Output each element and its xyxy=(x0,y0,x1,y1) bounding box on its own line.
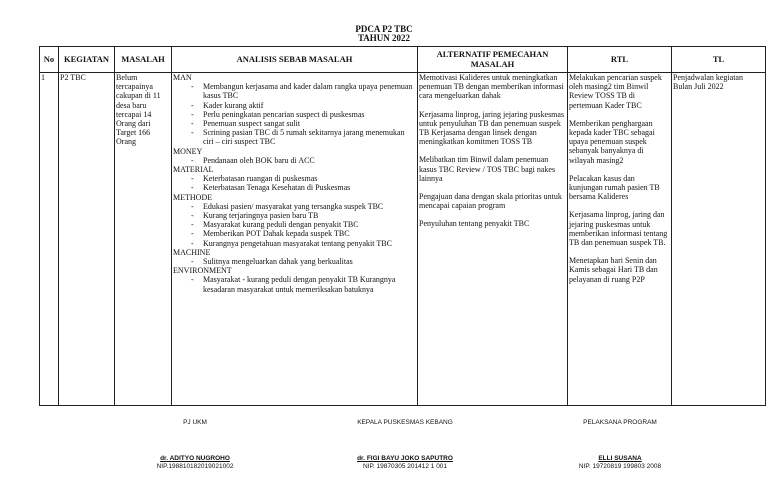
signature-nip: NIP.198810182019021002 xyxy=(156,463,234,470)
dash-bullet-icon: - xyxy=(191,220,194,230)
dash-bullet-icon: - xyxy=(191,275,194,285)
dash-bullet-icon: - xyxy=(191,109,194,119)
cell-tl: Penjadwalan kegiatan Bulan Juli 2022 xyxy=(672,73,766,406)
analisis-item xyxy=(173,275,416,293)
analisis-item-text: Kurangnya pengetahuan masyarakat tentang penyakit TBC xyxy=(203,238,392,248)
document-title: PDCA P2 TBC xyxy=(355,24,413,34)
analisis-category-heading: MACHINE xyxy=(173,247,211,257)
dash-bullet-icon: - xyxy=(191,201,194,211)
signature-kepala-puskesmas xyxy=(320,419,490,471)
cell-no: 1 xyxy=(40,73,59,406)
col-header-tl: TL xyxy=(672,47,766,73)
alternatif-paragraph: Kerjasama linprog, jaring jejaring puskesmas untuk penyuluhan TB dan penemuan suspek TB Kerjasama dengan linsek dengan meningkatkan komitmen TOSS TB xyxy=(419,109,565,147)
col-header-kegiatan: KEGIATAN xyxy=(59,47,115,73)
analisis-item-text: Penemuan suspect sangat sulit xyxy=(203,119,301,129)
analisis-item xyxy=(173,211,416,220)
analisis-item-text: Kurang terjaringnya pasien baru TB xyxy=(203,211,319,221)
col-header-rtl: RTL xyxy=(568,47,672,73)
dash-bullet-icon: - xyxy=(191,183,194,193)
alternatif-paragraph: Penyuluhan tentang penyakit TBC xyxy=(419,219,530,229)
dash-bullet-icon: - xyxy=(191,155,194,165)
analisis-item-text: Perlu peningkatan pencarian suspect di puskesmas xyxy=(203,109,365,119)
signature-role: KEPALA PUSKESMAS KEBANG xyxy=(357,419,453,426)
col-header-masalah: MASALAH xyxy=(115,47,172,73)
rtl-paragraph: Kerjasama linprog, jaring dan jejaring puskesmas untuk memberikan informasi tentang TB dan penemuan suspek TB. xyxy=(569,210,668,248)
analisis-item-text: Edukasi pasien/ masyarakat yang tersangka suspek TBC xyxy=(203,201,384,211)
rtl-paragraph: Pelacakan kasus dan kunjungan rumah pasien TB bersama Kalideres xyxy=(569,173,660,202)
dash-bullet-icon: - xyxy=(191,119,194,129)
analisis-item xyxy=(173,239,416,248)
signature-nip: NIP. 19720819 199803 2008 xyxy=(578,463,662,470)
analisis-category-heading: MONEY xyxy=(173,146,203,156)
document-subtitle: TAHUN 2022 xyxy=(357,33,411,43)
analisis-item xyxy=(173,229,416,238)
signature-pelaksana-program xyxy=(555,419,685,471)
signature-name: dr. ADITYO NUGROHO xyxy=(160,455,230,462)
rtl-paragraph: Melakukan pencarian suspek oleh masing2 tim Binwil Review TOSS TB di pertemuan Kader TBC xyxy=(569,73,662,110)
signature-name: ELLI SUSANA xyxy=(598,455,642,462)
signature-nip: NIP. 19870305 201412 1 001 xyxy=(362,463,448,470)
analisis-category-heading: MATERIAL xyxy=(173,165,214,175)
signature-pj-ukm xyxy=(150,419,240,471)
header-row xyxy=(40,47,766,73)
analisis-item xyxy=(173,156,416,165)
table-row xyxy=(40,73,766,406)
analisis-category-heading: METHODE xyxy=(173,192,213,202)
analisis-category-heading: ENVIRONMENT xyxy=(173,266,232,276)
alternatif-paragraph: Melibatkan tim Binwil dalam penemuan kasus TBC Review / TOS TBC bagi nakes lainnya xyxy=(419,155,556,183)
analisis-item xyxy=(173,82,416,100)
dash-bullet-icon: - xyxy=(191,211,194,221)
analisis-item-text: Keterbatasan Tenaga Kesehatan di Puskesmas xyxy=(203,183,351,193)
cell-masalah: Belum tercapainya cakupan di 11 desa baru tercapai 14 Orang dari Target 166 Orang xyxy=(115,73,172,406)
cell-rtl xyxy=(568,73,672,406)
col-header-alternatif: ALTERNATIF PEMECAHAN MASALAH xyxy=(418,47,568,73)
signature-name: dr. FIGI BAYU JOKO SAPUTRO xyxy=(357,455,453,462)
analisis-item-text: Memberikan POT Dahak kepada suspek TBC xyxy=(203,229,350,239)
dash-bullet-icon: - xyxy=(191,128,194,138)
analisis-item-text: Membangun kerjasama and kader dalam rangka upaya penemuan kasus TBC xyxy=(203,82,413,101)
signature-role: PJ UKM xyxy=(183,419,207,426)
dash-bullet-icon: - xyxy=(191,257,194,267)
alternatif-paragraph: Pengajuan dana dengan skala prioritas untuk mencapai capaian program xyxy=(419,192,562,211)
analisis-item-text: Masyarakat - kurang peduli dengan penyakit TB Kurangnya kesadaran masyarakat untuk memeriksakan batuknya xyxy=(203,275,396,294)
analisis-item-text: Keterbatasan ruangan di puskesmas xyxy=(203,174,318,184)
col-header-analisis: ANALISIS SEBAB MASALAH xyxy=(172,47,418,73)
rtl-paragraph: Memberikan penghargaan kepada kader TBC sebagai upaya penemuan suspek sebanyak banyaknya di wilayah masing2 xyxy=(569,118,655,165)
rtl-list xyxy=(569,73,670,284)
alternatif-paragraph: Memotivasi Kalideres untuk meningkatkan penemuan TB dengan memberikan informasi cara mengeluarkan dahak xyxy=(419,73,564,101)
analisis-list xyxy=(173,73,416,294)
dash-bullet-icon: - xyxy=(191,174,194,184)
analisis-item-text: Pendanaan oleh BOK baru di ACC xyxy=(203,155,315,165)
analisis-category-heading: MAN xyxy=(173,73,192,82)
pdca-table xyxy=(39,46,766,406)
cell-alternatif xyxy=(418,73,568,406)
analisis-item-text: Scrining pasian TBC di 5 rumah sekitarnya jarang menemukan ciri – ciri suspect TBC xyxy=(203,128,405,147)
analisis-item-text: Kader kurang aktif xyxy=(203,100,264,110)
dash-bullet-icon: - xyxy=(191,229,194,239)
analisis-item xyxy=(173,220,416,229)
cell-analisis xyxy=(172,73,418,406)
analisis-item xyxy=(173,174,416,183)
dash-bullet-icon: - xyxy=(191,100,194,110)
analisis-item xyxy=(173,119,416,128)
signature-role: PELAKSANA PROGRAM xyxy=(583,419,657,426)
analisis-item xyxy=(173,257,416,266)
analisis-item-text: Masyarakat kurang peduli dengan penyakit TBC xyxy=(203,220,359,230)
cell-kegiatan: P2 TBC xyxy=(59,73,115,406)
analisis-item xyxy=(173,101,416,110)
analisis-item xyxy=(173,128,416,146)
analisis-item-text: Sulitnya mengeluarkan dahak yang berkualitas xyxy=(203,257,353,267)
analisis-item xyxy=(173,202,416,211)
dash-bullet-icon: - xyxy=(191,82,194,92)
rtl-paragraph: Menetapkan hari Senin dan Kamis sebagai Hari TB dan pelayanan di ruang P2P xyxy=(569,256,658,284)
col-header-no: No xyxy=(40,47,59,73)
dash-bullet-icon: - xyxy=(191,238,194,248)
analisis-item xyxy=(173,183,416,192)
alternatif-list xyxy=(419,73,566,229)
analisis-item xyxy=(173,110,416,119)
